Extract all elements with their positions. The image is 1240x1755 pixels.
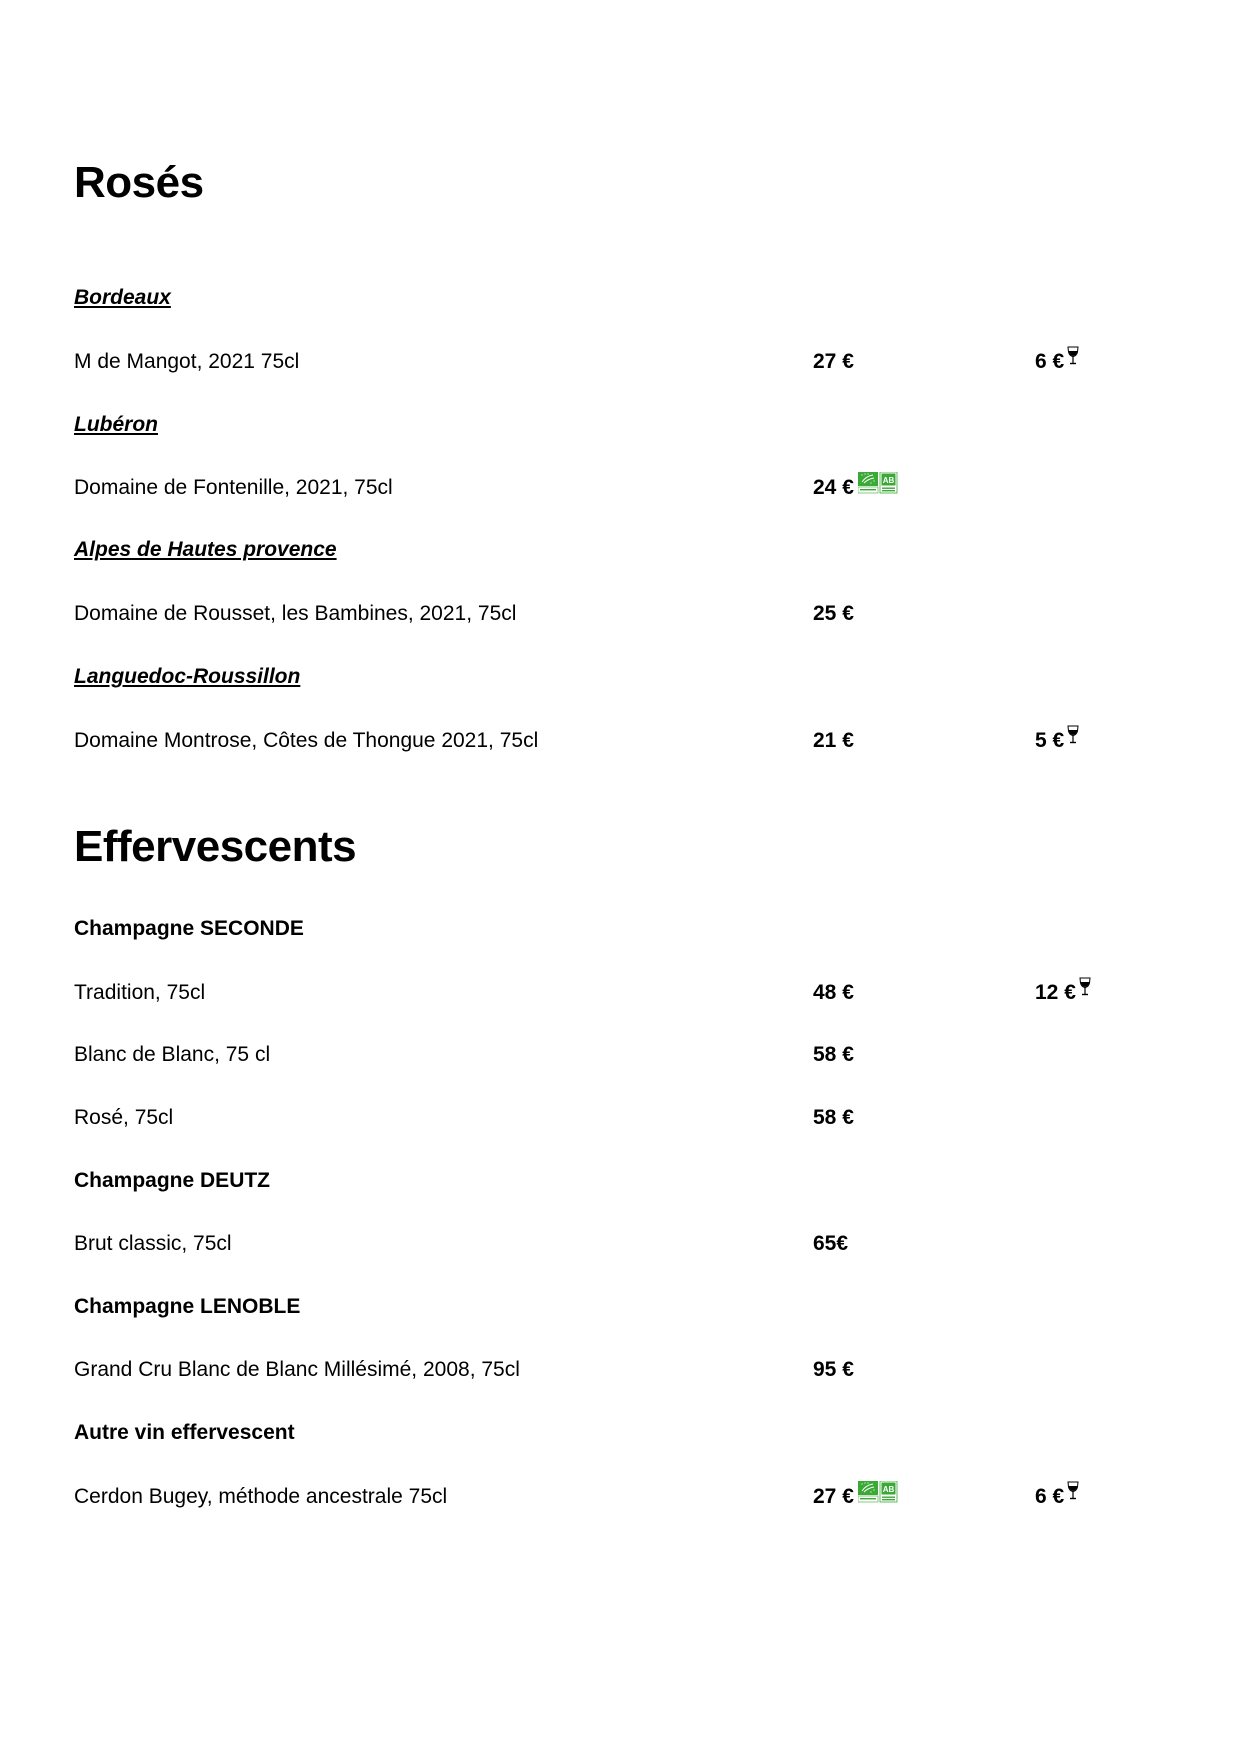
wine-name: Tradition, 75cl	[74, 981, 206, 1004]
wine-name: Domaine Montrose, Côtes de Thongue 2021, 75cl	[74, 729, 539, 752]
group-heading-seconde: Champagne SECONDE	[74, 917, 304, 940]
bottle-price: 58 €	[813, 1106, 854, 1129]
bottle-price: 58 €	[813, 1043, 854, 1066]
section-title-roses: Rosés	[74, 158, 204, 207]
region-heading-luberon: Lubéron	[74, 413, 158, 436]
glass-price-group	[1035, 981, 1091, 1005]
bottle-price: 21 €	[813, 729, 854, 752]
bottle-price: 24 €	[813, 476, 854, 499]
glass-price: 5 €	[1035, 729, 1065, 752]
wine-glass-icon	[1079, 977, 1091, 997]
glass-price-group	[1035, 729, 1079, 753]
wine-name: M de Mangot, 2021 75cl	[74, 350, 300, 373]
region-heading-languedoc: Languedoc-Roussillon	[74, 665, 301, 688]
organic-labels-icon	[858, 472, 898, 494]
group-heading-deutz: Champagne DEUTZ	[74, 1169, 271, 1192]
region-heading-bordeaux: Bordeaux	[74, 286, 171, 309]
bottle-price-group	[813, 1485, 898, 1509]
wine-name: Domaine de Rousset, les Bambines, 2021, 75cl	[74, 602, 517, 625]
group-heading-autre: Autre vin effervescent	[74, 1421, 295, 1444]
bottle-price: 27 €	[813, 1485, 854, 1508]
glass-price-group	[1035, 350, 1079, 374]
group-heading-lenoble: Champagne LENOBLE	[74, 1295, 301, 1318]
wine-name: Domaine de Fontenille, 2021, 75cl	[74, 476, 393, 499]
wine-glass-icon	[1067, 725, 1079, 745]
bottle-price: 48 €	[813, 981, 854, 1004]
bottle-price-group	[813, 476, 898, 500]
glass-price: 12 €	[1035, 981, 1076, 1004]
region-heading-alpes: Alpes de Hautes provence	[74, 538, 337, 561]
section-title-effervescents: Effervescents	[74, 822, 357, 871]
wine-name: Brut classic, 75cl	[74, 1232, 232, 1255]
bottle-price: 27 €	[813, 350, 854, 373]
wine-glass-icon	[1067, 1481, 1079, 1501]
wine-name: Rosé, 75cl	[74, 1106, 174, 1129]
bottle-price: 65€	[813, 1232, 849, 1255]
wine-glass-icon	[1067, 346, 1079, 366]
wine-name: Blanc de Blanc, 75 cl	[74, 1043, 271, 1066]
glass-price: 6 €	[1035, 350, 1065, 373]
glass-price-group	[1035, 1485, 1079, 1509]
wine-name: Cerdon Bugey, méthode ancestrale 75cl	[74, 1485, 448, 1508]
wine-name: Grand Cru Blanc de Blanc Millésimé, 2008, 75cl	[74, 1358, 520, 1381]
bottle-price: 25 €	[813, 602, 854, 625]
glass-price: 6 €	[1035, 1485, 1065, 1508]
bottle-price: 95 €	[813, 1358, 854, 1381]
organic-labels-icon	[858, 1481, 898, 1503]
